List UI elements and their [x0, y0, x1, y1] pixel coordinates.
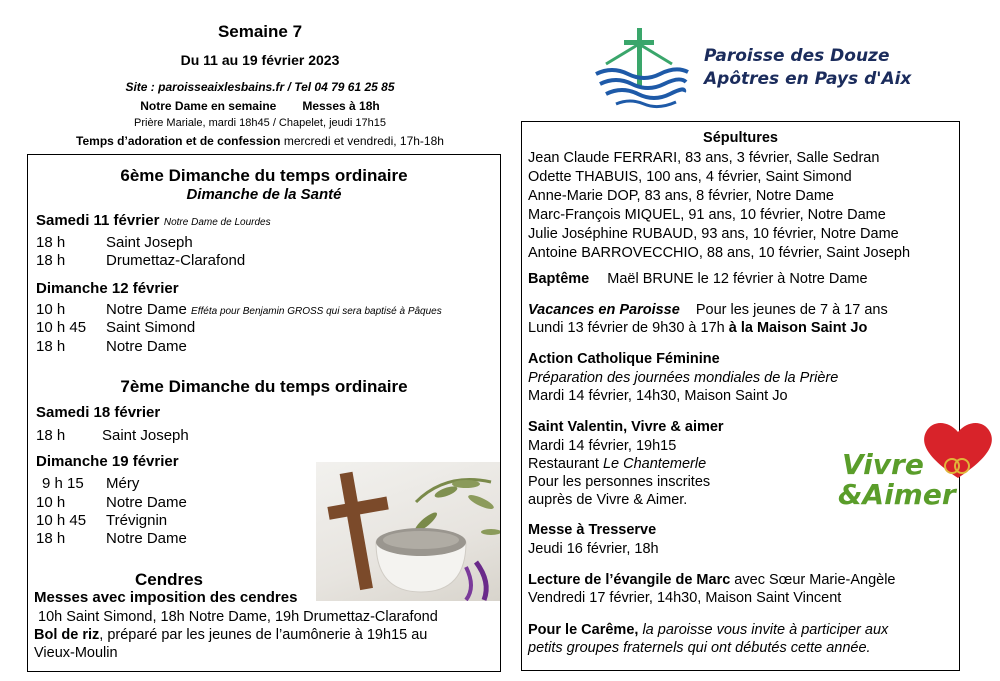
- saturday-11-day: Samedi 11 février: [36, 212, 160, 229]
- bol-de-riz-place: Vieux-Moulin: [34, 645, 118, 661]
- list-item: 18 h Drumettaz-Clarafond: [36, 252, 246, 269]
- sunday6-title: 6ème Dimanche du temps ordinaire: [120, 166, 408, 185]
- vacances: [528, 302, 888, 318]
- saturday-11-note: Notre Dame de Lourdes: [163, 217, 271, 228]
- ash-cross-photo: [316, 462, 500, 601]
- cendres-title: Cendres: [134, 570, 204, 589]
- bulletin-week: Semaine 7: [217, 22, 303, 41]
- list-item: Anne-Marie DOP, 83 ans, 8 février, Notre Dame: [528, 188, 834, 204]
- list-item: Jean Claude FERRARI, 83 ans, 3 février, Salle Sedran: [528, 150, 880, 166]
- list-item: 18 h Saint Joseph: [36, 234, 193, 251]
- vacances-label: Vacances en Paroisse: [528, 302, 680, 318]
- bapteme: [528, 271, 868, 287]
- list-item: 18 h Saint Joseph: [36, 427, 189, 444]
- cendres-masses: 10h Saint Simond, 18h Notre Dame, 19h Drumettaz-Clarafond: [38, 609, 438, 625]
- careme-line2: petits groupes fraternels qui ont débutés cette année.: [528, 640, 871, 656]
- list-item: Antoine BARROVECCHIO, 88 ans, 10 février, Saint Joseph: [528, 245, 911, 261]
- list-item: Marc-François MIQUEL, 91 ans, 10 février, Notre Dame: [528, 207, 886, 223]
- saturday-18-day: Samedi 18 février: [36, 404, 161, 421]
- adoration-label: Temps d’adoration et de confession: [76, 134, 281, 148]
- adoration-days: mercredi et vendredi, 17h-18h: [280, 134, 444, 148]
- evangile-marc-text: avec Sœur Marie-Angèle: [730, 572, 896, 588]
- acf-title: Action Catholique Féminine: [528, 351, 720, 367]
- bol-de-riz-label: Bol de riz: [34, 627, 100, 643]
- list-item: 10 h Notre Dame: [36, 494, 187, 511]
- tresserve-line: Jeudi 16 février, 18h: [528, 541, 659, 557]
- adoration-times: [0, 134, 520, 148]
- acf-line1: Préparation des journées mondiales de la Prière: [528, 370, 839, 386]
- sunday7-title: 7ème Dimanche du temps ordinaire: [120, 377, 408, 396]
- valentin-line2: [528, 456, 706, 472]
- bapteme-text: Maël BRUNE le 12 février à Notre Dame: [607, 271, 868, 287]
- list-item: Julie Joséphine RUBAUD, 93 ans, 10 février, Notre Dame: [528, 226, 899, 242]
- bapteme-label: Baptême: [528, 271, 590, 287]
- saturday-11-heading: [36, 212, 271, 230]
- evangile-marc-line2: Vendredi 17 février, 14h30, Maison Saint Vincent: [528, 590, 842, 606]
- list-item: Odette THABUIS, 100 ans, 4 février, Saint Simond: [528, 169, 852, 185]
- list-item: 10 h Notre Dame Efféta pour Benjamin GROSS qui sera baptisé à Pâques: [36, 301, 442, 318]
- sunday6-subtitle: Dimanche de la Santé: [186, 186, 342, 203]
- bol-de-riz: [34, 627, 427, 643]
- parish-name-line1: Paroisse des Douze: [704, 46, 890, 66]
- list-item: 9 h 15 Méry: [42, 475, 140, 492]
- vivre-aimer-word2: &Aimer: [838, 478, 956, 511]
- careme: [528, 622, 888, 638]
- vivre-aimer-word1: Vivre: [842, 448, 924, 481]
- vacances-place: à la Maison Saint Jo: [728, 320, 868, 336]
- list-item: 18 h Notre Dame: [36, 530, 187, 547]
- careme-label: Pour le Carême,: [528, 622, 639, 638]
- sunday-12-day: Dimanche 12 février: [36, 280, 179, 297]
- nd-weekday-label: Notre Dame en semaine: [140, 99, 277, 113]
- heart-rings-icon: [918, 418, 998, 484]
- tresserve-title: Messe à Tresserve: [528, 522, 657, 538]
- valentin-title: Saint Valentin, Vivre & aimer: [528, 419, 724, 435]
- valentin-line4: auprès de Vivre & Aimer.: [528, 492, 688, 508]
- site-and-phone: Site : paroisseaixlesbains.fr / Tel 04 79 61 25 85: [125, 80, 395, 94]
- evangile-marc-label: Lecture de l’évangile de Marc: [528, 572, 731, 588]
- cross-waves-icon: [592, 24, 692, 112]
- list-item: 18 h Notre Dame: [36, 338, 187, 355]
- valentin-line3: Pour les personnes inscrites: [528, 474, 711, 490]
- valentin-line1: Mardi 14 février, 19h15: [528, 438, 677, 454]
- sepultures-list: [528, 149, 910, 263]
- cendres-subtitle: Messes avec imposition des cendres: [34, 589, 298, 606]
- vacances-date: Lundi 13 février de 9h30 à 17h: [528, 320, 729, 336]
- list-item: 10 h 45 Saint Simond: [36, 319, 196, 336]
- valentin-restaurant-name: Le Chantemerle: [602, 456, 707, 472]
- vacances-text: Pour les jeunes de 7 à 17 ans: [695, 302, 888, 318]
- notre-dame-weekday: [0, 99, 520, 113]
- prayer-times: Prière Mariale, mardi 18h45 / Chapelet, jeudi 17h15: [134, 117, 386, 129]
- careme-text: la paroisse vous invite à participer aux: [638, 622, 889, 638]
- messes-time: Messes à 18h: [302, 99, 380, 113]
- acf-line2: Mardi 14 février, 14h30, Maison Saint Jo: [528, 388, 788, 404]
- bol-de-riz-text: , préparé par les jeunes de l’aumônerie à 19h15 au: [99, 627, 428, 643]
- valentin-restaurant-label: Restaurant: [528, 456, 603, 472]
- vacances-line2: [528, 320, 867, 336]
- list-item: 10 h 45 Trévignin: [36, 512, 168, 529]
- vivre-aimer-logo: [828, 418, 998, 518]
- bulletin-dates: Du 11 au 19 février 2023: [180, 52, 340, 68]
- evangile-marc: [528, 572, 895, 588]
- sunday-19-day: Dimanche 19 février: [36, 453, 179, 470]
- sepultures-title: Sépultures: [703, 130, 778, 146]
- parish-name-line2: Apôtres en Pays d'Aix: [704, 69, 912, 89]
- parish-logo: [592, 24, 932, 114]
